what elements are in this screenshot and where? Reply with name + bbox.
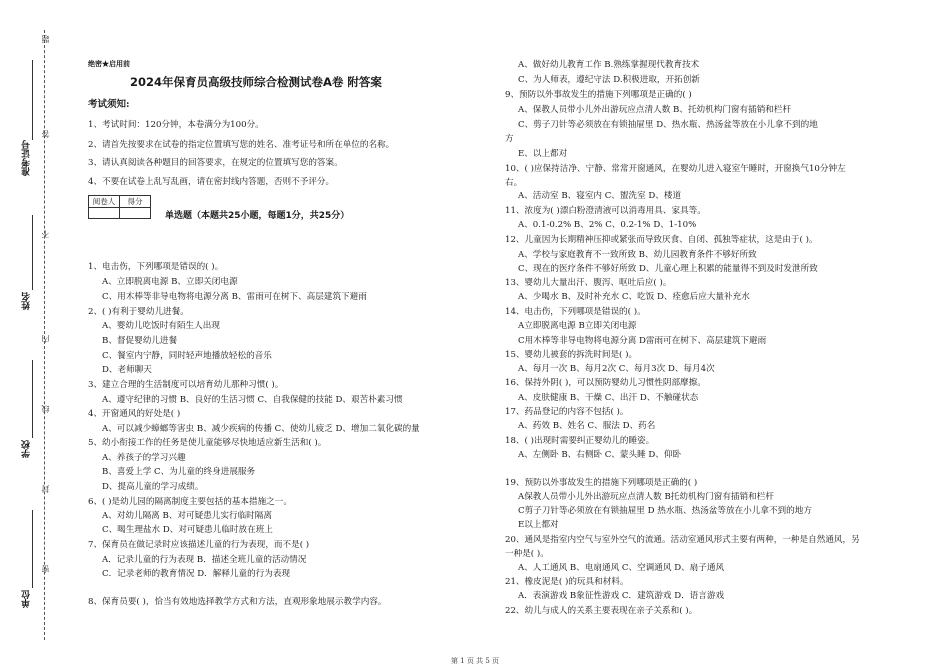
question-line: 一种是( )。 — [505, 549, 549, 559]
seal-char: 题 — [41, 35, 50, 43]
fill-line — [32, 510, 33, 588]
question-line: 6、( )是幼儿园的隔离制度主要包括的基本措施之一。 — [88, 497, 292, 507]
question-line: 4、开窗通风的好处是( ) — [88, 409, 181, 419]
question-line: A．记录儿童的行为表现 B．描述全班儿童的活动情况 — [102, 555, 307, 565]
question-line: A、对幼儿隔离 B、对可疑患儿实行临时隔离 — [102, 511, 272, 521]
seal-char: 密 — [41, 565, 50, 573]
exam-title: 2024年保育员高级技师综合检测试卷A卷 附答案 — [130, 75, 382, 89]
question-line: C用木棒等非导电物将电源分离 D雷雨可在树下、高层建筑下避雨 — [518, 336, 767, 346]
section-title: 单选题（本题共25小题，每题1分，共25分） — [165, 211, 350, 221]
question-line: C、用木棒等非导电物将电源分离 B、雷雨可在树下、高层建筑下避雨 — [102, 292, 367, 302]
score-table — [88, 195, 151, 219]
question-line: 13、婴幼儿大量出汗、腹泻、呕吐后应( )。 — [505, 278, 672, 288]
question-line: 方 — [505, 134, 514, 144]
question-line: 21、橡皮泥是( )的玩具和材料。 — [505, 577, 629, 587]
question-line: A、少喝水 B、及时补充水 C、吃饭 D、痊愈后应大量补充水 — [518, 292, 750, 302]
question-line: C、剪子刀针等必须放在有锁抽屉里 D、热水瓶、热汤盆等放在小儿拿不到的地 — [518, 120, 818, 130]
question-line: 11、浓度为( )漂白粉澄清液可以消毒用具、家具等。 — [505, 206, 706, 216]
question-line: 1、电击伤，下列哪项是错误的( )。 — [88, 262, 224, 272]
question-line: 12、儿童因为长期精神压抑或紧张而导致厌食、自闭、孤独等症状，这是由于( )。 — [505, 235, 818, 245]
notice-item: 3、请认真阅读各种题目的回答要求，在规定的位置填写您的答案。 — [88, 158, 343, 168]
question-line: B、喜爱上学 C、为儿童的终身进展服务 — [102, 467, 256, 477]
question-line: A、0.1-0.2% B、2% C、0.2-1% D、1-10% — [518, 220, 697, 230]
question-line: A、立即脱离电源 B、立即关闭电源 — [102, 277, 238, 287]
question-line: A、学校与家庭教育不一致所致 B、幼儿园教育条件不够好所致 — [518, 250, 757, 260]
question-line: A、可以减少蟑螂等害虫 B、减少疾病的传播 C、使幼儿疲乏 D、增加二氧化碳的量 — [102, 424, 420, 434]
question-line: C、喝生理盐水 D、对可疑患儿临时放在班上 — [102, 525, 273, 535]
question-line: 9、预防以外事故发生的措施下列哪项是正确的( ) — [505, 90, 692, 100]
page-number: 第 1 页 共 5 页 — [450, 657, 500, 665]
question-line: C、餐室内宁静，同时轻声地播放轻松的音乐 — [102, 351, 272, 361]
question-line: D、老师聊天 — [102, 365, 152, 375]
question-line: 2、( )有利于婴幼儿进餐。 — [88, 307, 189, 317]
question-line: A、药效 B、姓名 C、服法 D、药名 — [518, 421, 656, 431]
secret-mark: 绝密★启用前 — [88, 59, 130, 68]
question-line: 7、保育员在做记录时应该描述儿童的行为表现，而不是( ) — [88, 540, 310, 550]
score-cell-score — [120, 208, 151, 219]
question-line: C剪子刀针等必须放在有锁抽屉里 D 热水瓶、热汤盆等放在小儿拿不到的地方 — [518, 506, 812, 516]
question-line: A、保教人员带小儿外出游玩应点清人数 B、托幼机构门窗有插销和栏杆 — [518, 105, 792, 115]
question-line: A保教人员带小儿外出游玩应点清人数 B托幼机构门窗有插销和栏杆 — [518, 492, 774, 502]
question-line: A、皮肤健康 B、干燥 C、出汗 D、不触碰状态 — [518, 393, 699, 403]
question-line: 8、保育员要( )，恰当有效地选择教学方式和方法，直观形象地展示教学内容。 — [88, 597, 387, 607]
question-line: 22、幼儿与成人的关系主要表现在亲子关系和( )。 — [505, 606, 698, 616]
question-line: 14、电击伤，下列哪项是错误的( )。 — [505, 307, 646, 317]
binding-margin — [0, 0, 70, 671]
question-line: A、每月一次 B、每月2次 C、每月3次 D、每月4次 — [518, 364, 715, 374]
question-line: 右。 — [505, 178, 523, 188]
question-line: 17、药品登记的内容不包括( )。 — [505, 407, 629, 417]
question-line: A．表演游戏 B象征性游戏 C．建筑游戏 D．语言游戏 — [518, 591, 725, 601]
score-header-grader: 阅卷人 — [89, 196, 120, 208]
fill-line — [32, 60, 33, 140]
question-line: 19、预防以外事故发生的措施下列哪项是正确的( ) — [505, 478, 698, 488]
seal-char: 不 — [41, 230, 50, 238]
question-line: 20、通风是指室内空气与室外空气的流通。活动室通风形式主要有两种，一种是自然通风，另 — [505, 535, 860, 545]
question-line: A、活动室 B、寝室内 C、盥洗室 D、楼道 — [518, 191, 682, 201]
question-line: A、人工通风 B、电扇通风 C、空调通风 D、扇子通风 — [518, 563, 725, 573]
seal-char: 封 — [41, 485, 50, 493]
question-line: 3、建立合理的生活制度可以培育幼儿那种习惯( )。 — [88, 380, 284, 390]
question-line: E以上都对 — [518, 520, 559, 530]
question-line: A、做好幼儿教育工作 B.熟练掌握现代教育技术 — [518, 60, 700, 70]
question-line: A、遵守纪律的习惯 B、良好的生活习惯 C、自我保健的技能 D、艰苦朴素习惯 — [102, 395, 403, 405]
seal-char: 内 — [41, 335, 50, 343]
question-line: C．记录老师的教育情况 D．解释儿童的行为表现 — [102, 569, 291, 579]
question-line: A立即脱离电源 B立即关闭电源 — [518, 321, 637, 331]
fill-line — [32, 360, 33, 438]
fill-line — [32, 215, 33, 290]
question-line: 16、保持外阴( )，可以预防婴幼儿习惯性阴部摩擦。 — [505, 378, 706, 388]
notice-item: 4、不要在试卷上乱写乱画，请在密封线内答题，否则不予评分。 — [88, 177, 335, 187]
notice-item: 2、请首先按要求在试卷的指定位置填写您的姓名、准考证号和所在单位的名称。 — [88, 140, 395, 150]
question-line: 15、婴幼儿被套的拆洗时间是( )。 — [505, 350, 638, 360]
seal-char: 答 — [41, 130, 50, 138]
question-line: A、左侧卧 B、右侧卧 C、蒙头睡 D、仰卧 — [518, 450, 682, 460]
question-line: C、为人师表，遵纪守法 D.积极进取，开拓创新 — [518, 75, 700, 85]
question-line: B、督促婴幼儿进餐 — [102, 336, 178, 346]
question-line: C、现在的医疗条件不够好所致 D、儿童心理上积累的能量得不到及时发泄所致 — [518, 264, 818, 274]
question-line: E、以上都对 — [518, 149, 568, 159]
question-line: 10、( )应保持洁净、宁静、常常开窗通风，在婴幼儿进入寝室午睡时，开窗换气10分钟左 — [505, 164, 846, 174]
question-line: A、婴幼儿吃饭时有陌生人出现 — [102, 321, 220, 331]
label-school: 学校 — [22, 440, 32, 458]
label-exam-number: 准考证号 — [22, 140, 32, 176]
question-line: D、提高儿童的学习成绩。 — [102, 482, 204, 492]
score-cell-grader — [89, 208, 120, 219]
seal-char: 线 — [41, 405, 50, 413]
notice-heading: 考试须知: — [88, 99, 130, 110]
question-line: 18、( )出现时需要纠正婴幼儿的睡姿。 — [505, 436, 655, 446]
label-unit: 单位 — [22, 590, 32, 608]
label-name: 姓名 — [22, 292, 32, 310]
question-line: A、养孩子的学习兴趣 — [102, 453, 186, 463]
notice-item: 1、考试时间：120分钟，本卷满分为100分。 — [88, 120, 264, 130]
score-header-score: 得分 — [120, 196, 151, 208]
question-line: 5、幼小衔接工作的任务是使儿童能够尽快地适应新生活和( )。 — [88, 438, 327, 448]
